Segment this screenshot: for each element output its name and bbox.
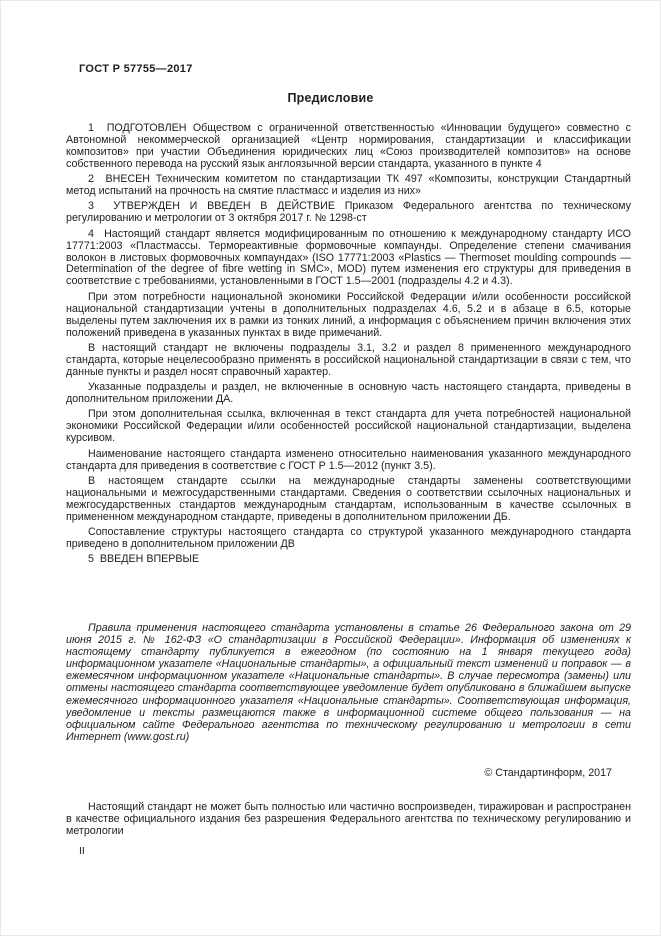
foreword-paragraph-7: Указанные подразделы и раздел, не включенные в основную часть настоящего стандарта, приведены в дополнительном приложении ДА. [66, 381, 631, 406]
foreword-paragraph-1: 1 ПОДГОТОВЛЕН Обществом с ограниченной ответственностью «Инновации будущего» совместно с Автономной некоммерческой организацией «Центр нормирования, стандартизации и классификации композитов» при участии Объединения юридических лиц «Союз производителей композитов» на основе собственного перевода на русский язык англоязычной версии стандарта, указанного в пункте 4 [66, 122, 631, 170]
foreword-paragraph-5: При этом потребности национальной экономики Российской Федерации и/или особенности российской национальной стандартизации учтены в дополнительных подразделах 4.6, 5.2 и в абзаце в 6.5, которые выделены путем заключения их в рамки из тонких линий, а информация с объяснением причин включения этих положений приведена в указанных пунктах в виде примечаний. [66, 290, 631, 339]
copyright-notice: © Стандартинформ, 2017 [484, 767, 612, 779]
running-header: ГОСТ Р 57755—2017 [79, 63, 193, 75]
foreword-paragraph-2: 2 ВНЕСЕН Техническим комитетом по стандартизации ТК 497 «Композиты, конструкции Стандартный метод испытаний на прочность на смятие пластмасс и изделия из них» [66, 173, 631, 198]
page-title: Предисловие [287, 91, 374, 105]
foreword-paragraph-6: В настоящий стандарт не включены подразделы 3.1, 3.2 и раздел 8 примененного международного стандарта, которые нецелесообразно применять в российской национальной стандартизации в связи с тем, что данные пункты и раздел носят справочный характер. [66, 341, 631, 378]
foreword-content [66, 123, 631, 570]
foreword-paragraph-8: При этом дополнительная ссылка, включенная в текст стандарта для учета потребностей национальной экономики Российской Федерации и/или особенностей российской национальной стандартизации, выделена курсивом. [66, 408, 631, 445]
page-number: II [79, 845, 85, 857]
foreword-paragraph-4: 4 Настоящий стандарт является модифицированным по отношению к международному стандарту ИСО 17771:2003 «Пластмассы. Термореактивные формовочные компаунды. Определение степени смачивания волокон в листовых формовочных компаундах» (ISO 17771:2003 «Plastics — Thermoset moulding compounds — Determination of the degree of fibre wetting in SMC», MOD) путем изменения его структуры для приведения в соответствие с требованиями, установленными в ГОСТ 1.5—2001 (подразделы 4.2 и 4.3). [66, 227, 631, 288]
foreword-paragraph-9: Наименование настоящего стандарта изменено относительно наименования указанного международного стандарта для приведения в соответствие с ГОСТ Р 1.5—2012 (пункт 3.5). [66, 447, 631, 472]
foreword-paragraph-10: В настоящем стандарте ссылки на международные стандарты заменены соответствующими национальными и межгосударственными стандартами. Сведения о соответствии ссылочных национальных и межгосударственных стандартов международным стандартам, использованным в качестве ссылочных в примененном международном стандарте, приведены в дополнительном приложении ДБ. [66, 474, 631, 523]
legal-application-note: Правила применения настоящего стандарта установлены в статье 26 Федерального закона от 29 июня 2015 г. № 162-ФЗ «О стандартизации в Российской Федерации». Информация об изменениях к настоящему стандарту публикуется в ежегодном (по состоянию на 1 января текущего года) информационном указателе «Национальные стандарты», а официальный текст изменений и поправок — в ежемесячном информационном указателе «Национальные стандарты». В случае пересмотра (замены) или отмены настоящего стандарта соответствующее уведомление будет опубликовано в ближайшем выпуске ежемесячного информационного указателя «Национальные стандарты». Соответствующая информация, уведомление и тексты размещаются также в информационной системе общего пользования — на официальном сайте Федерального агентства по техническому регулированию и метрологии в сети Интернет (www.gost.ru) [66, 622, 631, 743]
reproduction-restriction-note: Настоящий стандарт не может быть полностью или частично воспроизведен, тиражирован и распространен в качестве официального издания без разрешения Федерального агентства по техническому регулированию и метрологии [66, 801, 631, 837]
foreword-paragraph-12: 5 ВВЕДЕН ВПЕРВЫЕ [88, 553, 200, 566]
foreword-paragraph-11: Сопоставление структуры настоящего стандарта со структурой указанного международного стандарта приведено в дополнительном приложении ДВ [66, 526, 631, 550]
foreword-paragraph-3: 3 УТВЕРЖДЕН И ВВЕДЕН В ДЕЙСТВИЕ Приказом Федерального агентства по техническому регулированию и метрологии от 3 октября 2017 г. № 1298-ст [66, 200, 631, 225]
